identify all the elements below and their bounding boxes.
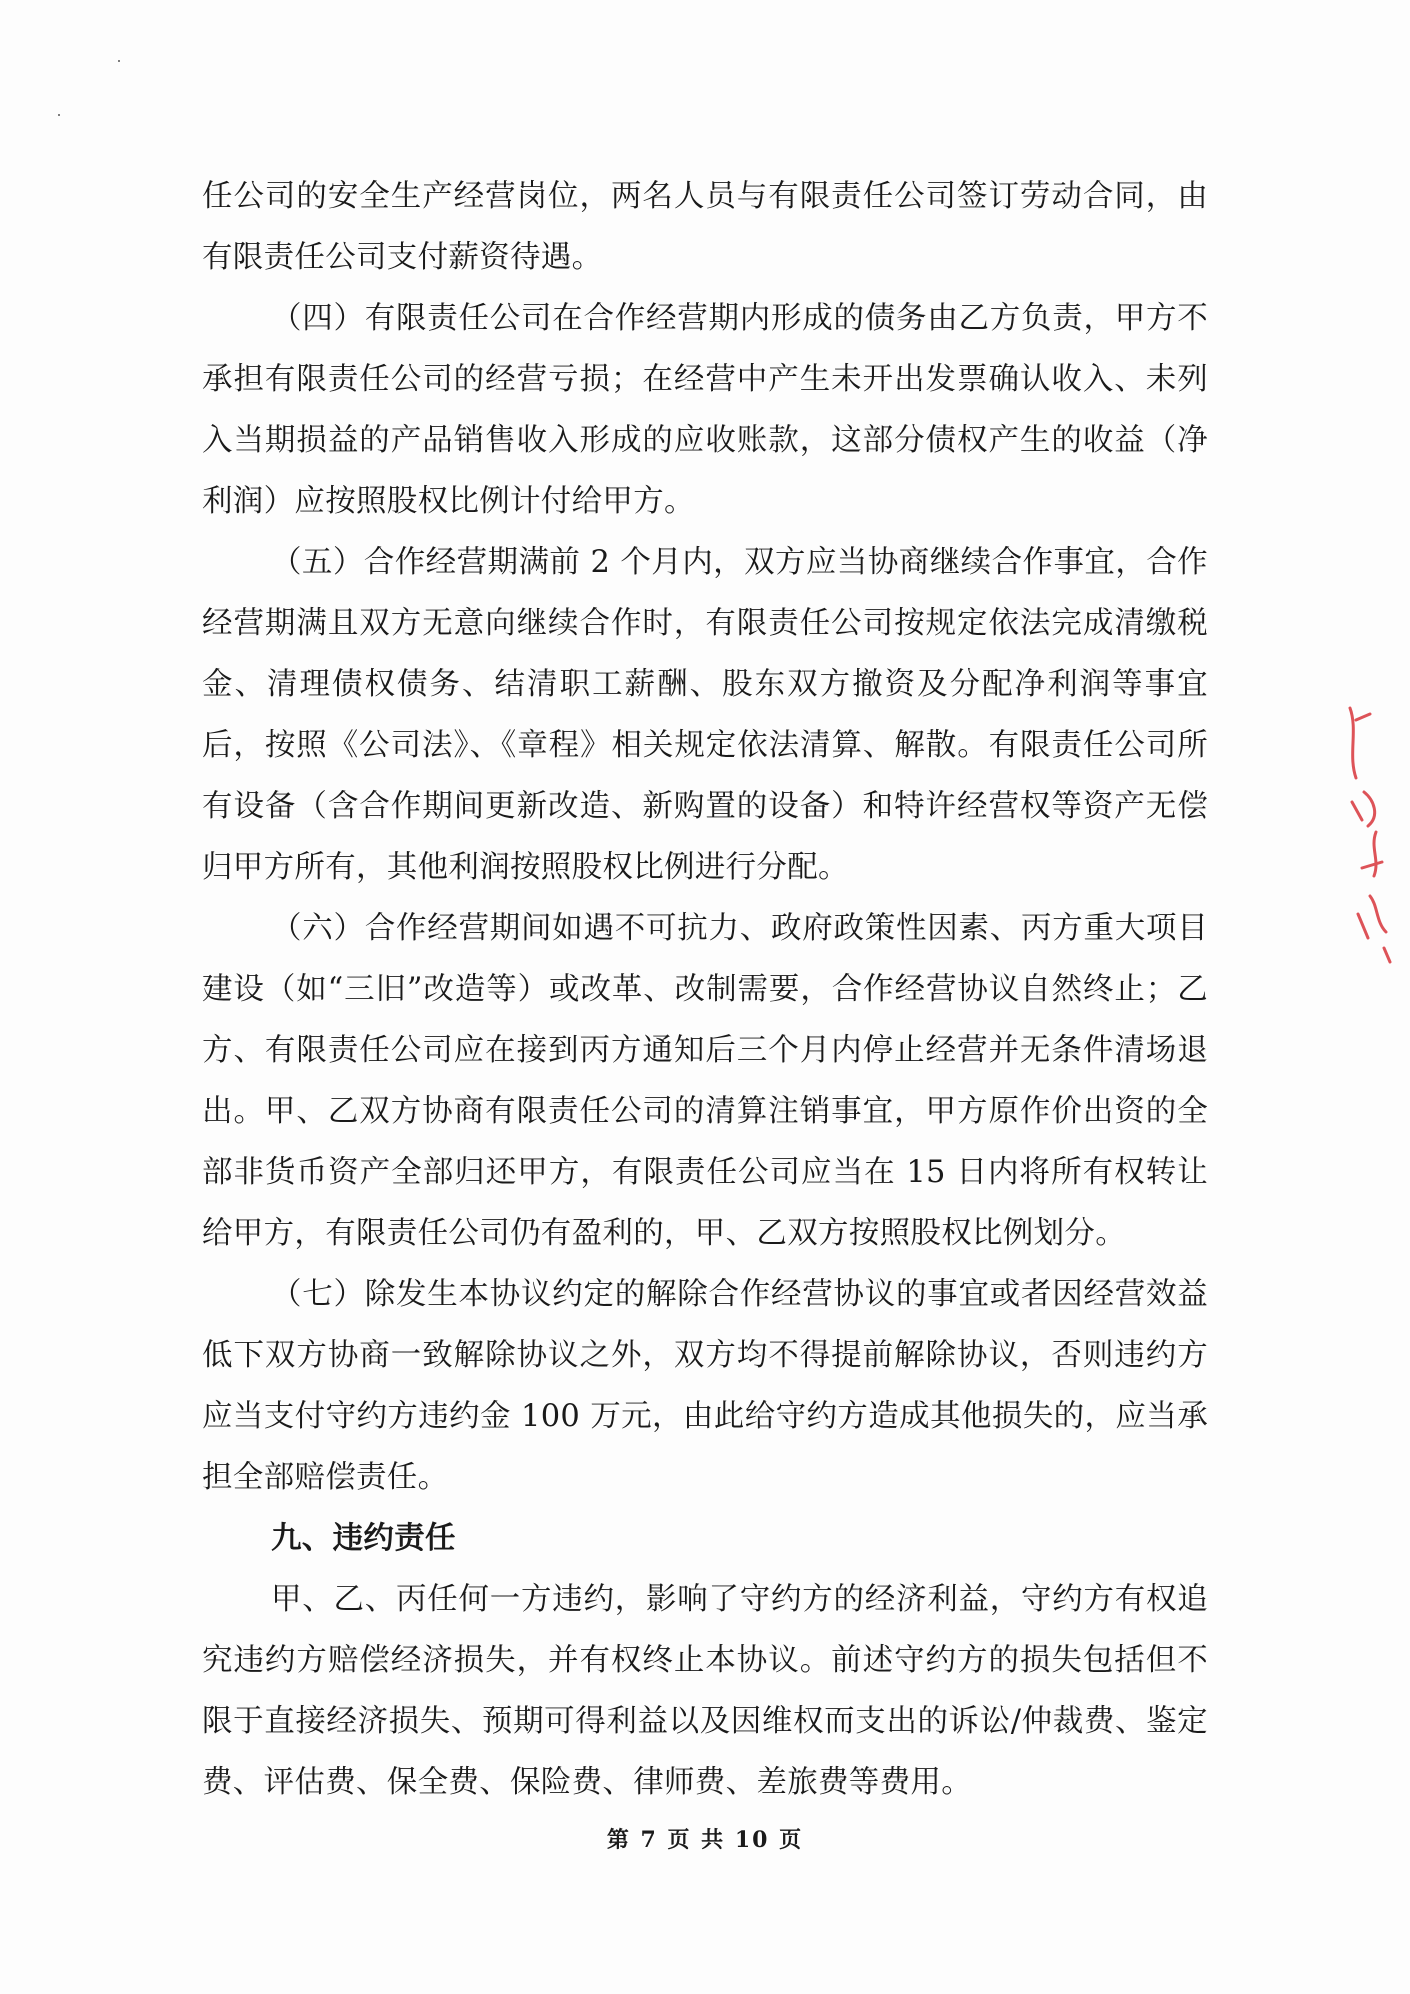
page-number: 第 7 页 共 10 页 [606,1827,804,1853]
clause-4: （四）有限责任公司在合作经营期内形成的债务由乙方负责，甲方不承担有限责任公司的经营亏损；在经营中产生未开出发票确认收入、未列入当期损益的产品销售收入形成的应收账款，这部分债权产生的收益（净利润）应按照股权比例计付给甲方。 [202,301,1208,519]
clause-6: （六）合作经营期间如遇不可抗力、政府政策性因素、丙方重大项目建设（如“三旧”改造等）或改革、改制需要，合作经营协议自然终止；乙方、有限责任公司应在接到丙方通知后三个月内停止经营并无条件清场退出。甲、乙双方协商有限责任公司的清算注销事宜，甲方原作价出资的全部非货币资产全部归还甲方，有限责任公司应当在 15 日内将所有权转让给甲方，有限责任公司仍有盈利的，甲、乙双方按照股权比例划分。 [202,911,1208,1251]
scan-speck [58,114,60,116]
stamp-stroke [1356,714,1370,720]
section-9-heading: 九、违约责任 [271,1520,456,1556]
seal-stamp-fragment [1340,700,1400,970]
stamp-stroke [1384,948,1390,962]
paragraph-continued: 任公司的安全生产经营岗位，两名人员与有限责任公司签订劳动合同，由有限责任公司支付薪资待遇。 [202,179,1208,275]
scan-speck [118,60,120,62]
clause-5: （五）合作经营期满前 2 个月内，双方应当协商继续合作事宜，合作经营期满且双方无意向继续合作时，有限责任公司按规定依法完成清缴税金、清理债权债务、结清职工薪酬、股东双方撤资及分配净利润等事宜后，按照《公司法》、《章程》相关规定依法清算、解散。有限责任公司所有设备（含合作期间更新改造、新购置的设备）和特许经营权等资产无偿归甲方所有，其他利润按照股权比例进行分配。 [202,545,1208,885]
stamp-stroke [1352,802,1362,820]
stamp-stroke [1370,896,1386,932]
stamp-stroke [1362,862,1382,868]
stamp-stroke [1364,792,1375,826]
document-body [202,166,1208,1813]
clause-7: （七）除发生本协议约定的解除合作经营协议的事宜或者因经营效益低下双方协商一致解除协议之外，双方均不得提前解除协议，否则违约方应当支付守约方违约金 100 万元，由此给守约方造成其他损失的，应当承担全部赔偿责任。 [202,1277,1208,1495]
stamp-stroke [1358,914,1368,938]
stamp-stroke [1374,832,1376,876]
stamp-stroke [1350,708,1356,778]
section-9-body: 甲、乙、丙任何一方违约，影响了守约方的经济利益，守约方有权追究违约方赔偿经济损失，并有权终止本协议。前述守约方的损失包括但不限于直接经济损失、预期可得利益以及因维权而支出的诉讼/仲裁费、鉴定费、评估费、保全费、保险费、律师费、差旅费等费用。 [202,1582,1208,1800]
